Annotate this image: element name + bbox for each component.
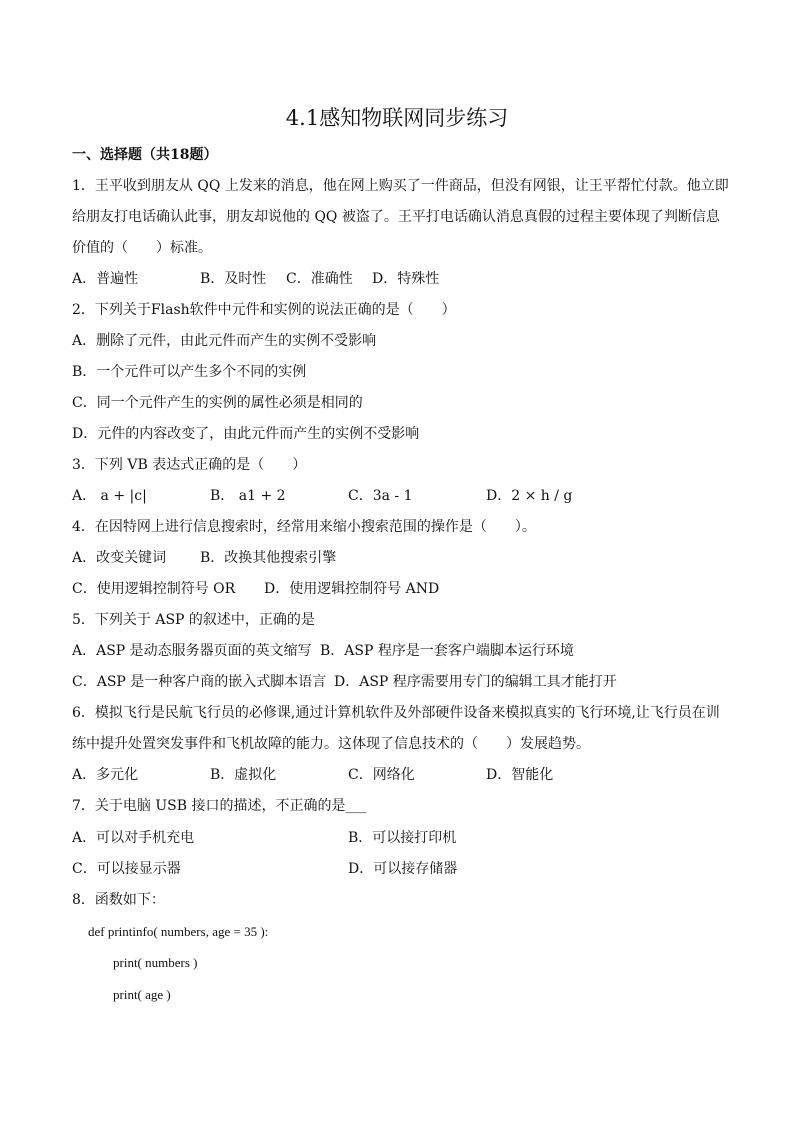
q6-option-a: A．多元化 [72, 767, 139, 783]
q5-option-b: B．ASP 程序是一套客户端脚本运行环境 [320, 643, 574, 659]
q1-stem-line-2: 给朋友打电话确认此事，朋友却说他的 QQ 被盗了。王平打电话确认消息真假的过程主要体现了判断信息 [72, 209, 720, 225]
q1-option-d: D．特殊性 [372, 271, 440, 287]
q5-option-d: D．ASP 程序需要用专门的编辑工具才能打开 [334, 674, 617, 690]
q6-stem-line-2: 练中提升处置突发事件和飞机故障的能力。这体现了信息技术的（ ）发展趋势。 [72, 736, 590, 752]
q1-stem-line-1: 1．王平收到朋友从 QQ 上发来的消息，他在网上购买了一件商品，但没有网银，让王平帮忙付款。他立即 [72, 178, 729, 194]
q5-option-a: A．ASP 是动态服务器页面的英文缩写 [72, 643, 312, 659]
q8-code-line-3: print( age ) [113, 987, 171, 1002]
q4-option-a: A．改变关键词 [72, 550, 167, 566]
q6-option-d: D．智能化 [486, 767, 554, 783]
q8-code-line-1: def printinfo( numbers, age = 35 ): [88, 924, 269, 939]
q2-option-a: A．删除了元件，由此元件而产生的实例不受影响 [72, 333, 377, 349]
q1-stem-line-3: 价值的（ ）标准。 [72, 240, 212, 256]
q3-option-d: D．2 × h / g [486, 488, 573, 504]
q4-option-b: B．改换其他搜索引擎 [200, 550, 337, 566]
q1-option-c: C．准确性 [286, 271, 353, 287]
q4-stem: 4．在因特网上进行信息搜索时，经常用来缩小搜索范围的操作是（ ）。 [72, 519, 536, 535]
q6-option-c: C．网络化 [348, 767, 415, 783]
q1-option-b: B．及时性 [200, 271, 267, 287]
q7-option-d: D．可以接存储器 [348, 861, 458, 877]
q5-stem: 5．下列关于 ASP 的叙述中，正确的是 [72, 612, 315, 628]
q6-stem-line-1: 6．模拟飞行是民航飞行员的必修课,通过计算机软件及外部硬件设备来模拟真实的飞行环境,让飞行员在训 [72, 705, 720, 721]
q6-option-b: B．虚拟化 [210, 767, 277, 783]
q1-option-a: A．普遍性 [72, 271, 139, 287]
q3-option-b: B． a1 + 2 [210, 488, 286, 504]
q3-stem: 3．下列 VB 表达式正确的是（ ） [72, 457, 307, 473]
q7-option-c: C．可以接显示器 [72, 861, 181, 877]
q7-stem: 7．关于电脑 USB 接口的描述，不正确的是___ [72, 798, 367, 814]
q3-option-c: C．3a - 1 [348, 488, 413, 504]
q2-option-b: B．一个元件可以产生多个不同的实例 [72, 364, 307, 380]
page-title: 4.1感知物联网同步练习 [285, 106, 509, 130]
q5-option-c: C．ASP 是一种客户商的嵌入式脚本语言 [72, 674, 327, 690]
q4-option-c: C．使用逻辑控制符号 OR [72, 581, 236, 597]
q2-option-c: C．同一个元件产生的实例的属性必须是相同的 [72, 395, 363, 411]
q3-option-a: A． a + |c| [72, 488, 147, 504]
q4-option-d: D．使用逻辑控制符号 AND [264, 581, 440, 597]
q8-stem: 8．函数如下： [72, 892, 165, 908]
q7-option-a: A．可以对手机充电 [72, 830, 195, 846]
section-heading: 一、选择题（共18题） [72, 147, 218, 163]
q7-option-b: B．可以接打印机 [348, 830, 457, 846]
q8-code-line-2: print( numbers ) [113, 955, 198, 970]
q2-stem: 2．下列关于Flash软件中元件和实例的说法正确的是（ ） [72, 302, 456, 318]
q2-option-d: D．元件的内容改变了，由此元件而产生的实例不受影响 [72, 426, 420, 442]
